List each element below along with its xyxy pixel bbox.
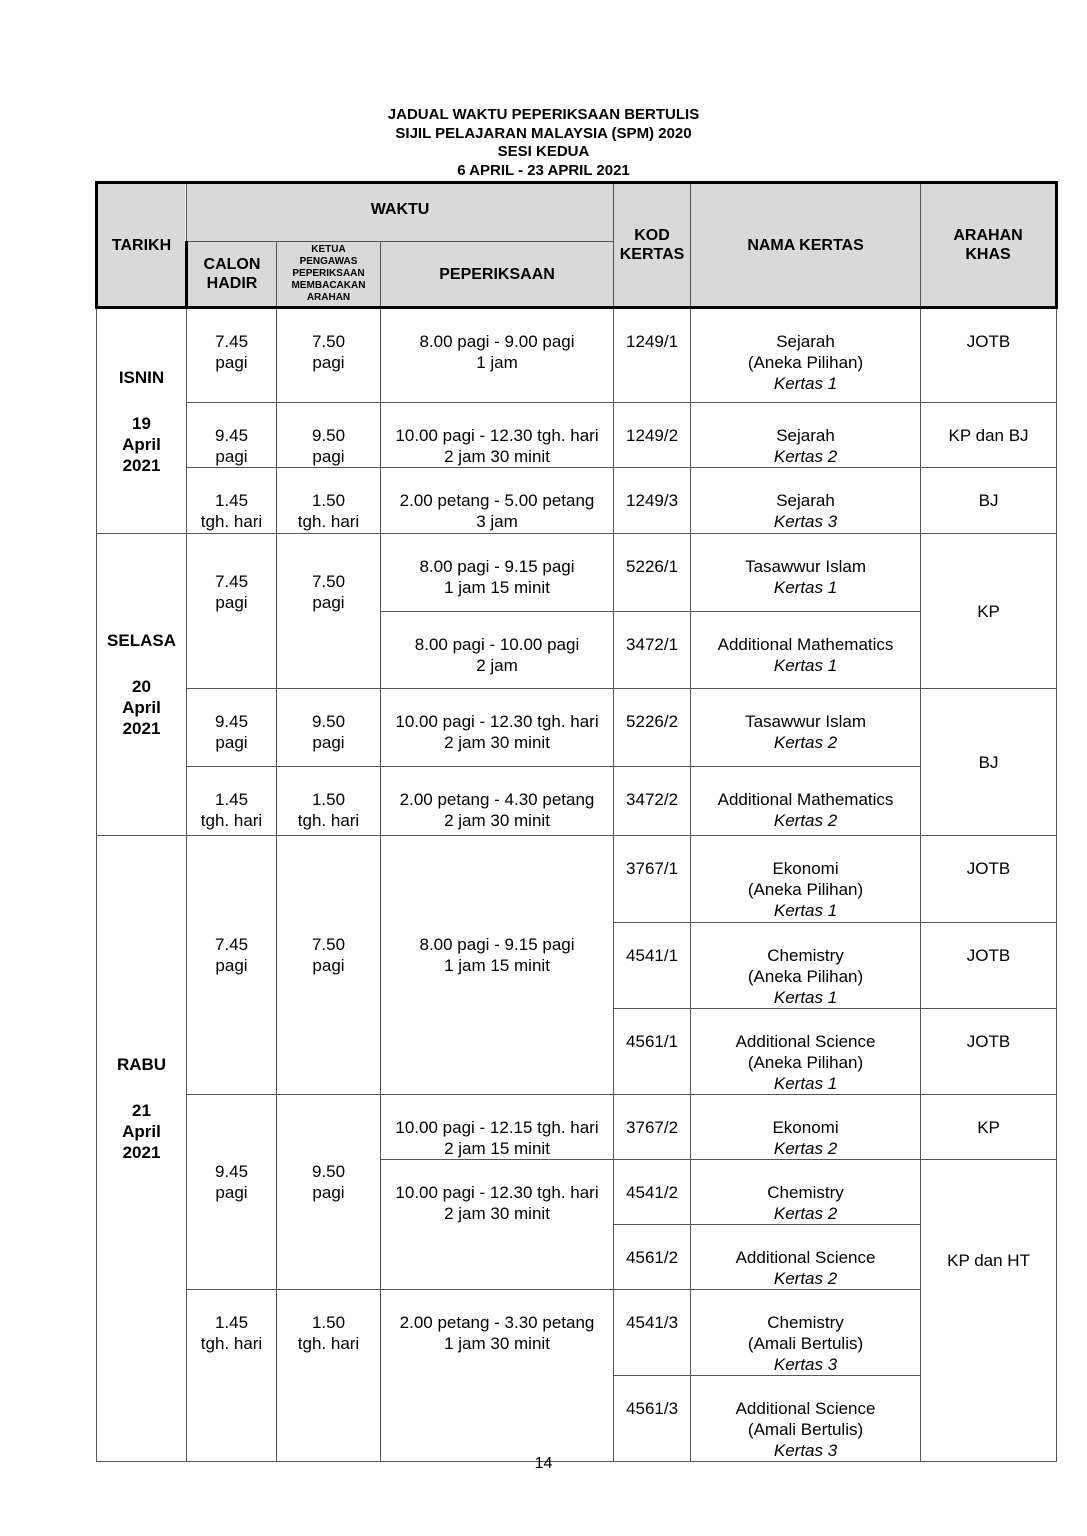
kod-cell: 5226/1	[614, 534, 691, 612]
kod-cell: 1249/3	[614, 468, 691, 534]
peperiksaan-cell: 2.00 petang - 3.30 petang 1 jam 30 minit	[381, 1290, 614, 1462]
peperiksaan-cell: 10.00 pagi - 12.15 tgh. hari 2 jam 15 minit	[381, 1095, 614, 1160]
nama-cell: Tasawwur Islam Kertas 1	[691, 534, 921, 612]
ketua-pengawas-cell: 1.50 tgh. hari	[277, 468, 381, 534]
peperiksaan-cell: 8.00 pagi - 9.00 pagi 1 jam	[381, 308, 614, 403]
header-waktu: WAKTU	[187, 183, 614, 242]
header-tarikh: TARIKH	[97, 183, 187, 308]
nama-cell: Ekonomi Kertas 2	[691, 1095, 921, 1160]
table-row	[97, 534, 1057, 612]
kod-cell: 5226/2	[614, 689, 691, 767]
arahan-cell: JOTB	[921, 836, 1057, 923]
table-row	[97, 308, 1057, 403]
kod-cell: 4541/1	[614, 923, 691, 1009]
nama-cell: Chemistry Kertas 2	[691, 1160, 921, 1225]
ketua-pengawas-cell: 9.50 pagi	[277, 403, 381, 468]
ketua-pengawas-cell: 7.50 pagi	[277, 534, 381, 689]
arahan-cell: JOTB	[921, 308, 1057, 403]
header-peperiksaan: PEPERIKSAAN	[381, 242, 614, 308]
arahan-cell: KP dan BJ	[921, 403, 1057, 468]
arahan-cell: BJ	[921, 468, 1057, 534]
peperiksaan-cell: 10.00 pagi - 12.30 tgh. hari 2 jam 30 minit	[381, 689, 614, 767]
nama-cell: Additional Science (Aneka Pilihan) Kertas 1	[691, 1009, 921, 1095]
calon-hadir-cell: 7.45 pagi	[187, 836, 277, 1095]
calon-hadir-cell: 1.45 tgh. hari	[187, 1290, 277, 1462]
kod-cell: 4561/1	[614, 1009, 691, 1095]
header-kod-kertas: KOD KERTAS	[614, 183, 691, 308]
arahan-cell: JOTB	[921, 923, 1057, 1009]
kod-cell: 3472/2	[614, 767, 691, 836]
peperiksaan-cell: 2.00 petang - 4.30 petang 2 jam 30 minit	[381, 767, 614, 836]
calon-hadir-cell: 9.45 pagi	[187, 403, 277, 468]
arahan-cell: KP	[921, 1095, 1057, 1160]
peperiksaan-cell: 10.00 pagi - 12.30 tgh. hari 2 jam 30 minit	[381, 403, 614, 468]
kod-cell: 3767/1	[614, 836, 691, 923]
table-row	[97, 468, 1057, 534]
nama-cell: Chemistry (Aneka Pilihan) Kertas 1	[691, 923, 921, 1009]
kod-cell: 4561/3	[614, 1376, 691, 1462]
arahan-cell: BJ	[921, 689, 1057, 836]
arahan-cell: KP	[921, 534, 1057, 689]
arahan-cell: JOTB	[921, 1009, 1057, 1095]
day-cell: ISNIN 19 April 2021	[97, 308, 187, 534]
ketua-pengawas-cell: 7.50 pagi	[277, 308, 381, 403]
calon-hadir-cell: 7.45 pagi	[187, 534, 277, 689]
peperiksaan-cell: 10.00 pagi - 12.30 tgh. hari 2 jam 30 minit	[381, 1160, 614, 1290]
kod-cell: 4561/2	[614, 1225, 691, 1290]
nama-cell: Chemistry (Amali Bertulis) Kertas 3	[691, 1290, 921, 1376]
table-row	[97, 767, 1057, 836]
kod-cell: 3472/1	[614, 612, 691, 689]
table-row	[97, 1290, 1057, 1376]
table-row	[97, 836, 1057, 923]
ketua-pengawas-cell: 9.50 pagi	[277, 689, 381, 767]
header-arahan-khas: ARAHAN KHAS	[921, 183, 1057, 308]
ketua-pengawas-cell: 1.50 tgh. hari	[277, 1290, 381, 1462]
kod-cell: 4541/3	[614, 1290, 691, 1376]
kod-cell: 4541/2	[614, 1160, 691, 1225]
kod-cell: 1249/1	[614, 308, 691, 403]
peperiksaan-cell: 8.00 pagi - 9.15 pagi 1 jam 15 minit	[381, 534, 614, 612]
table-row	[97, 689, 1057, 767]
nama-cell: Sejarah Kertas 2	[691, 403, 921, 468]
exam-timetable	[95, 181, 1058, 1462]
arahan-cell: KP dan HT	[921, 1160, 1057, 1462]
peperiksaan-cell: 8.00 pagi - 10.00 pagi 2 jam	[381, 612, 614, 689]
day-cell: SELASA 20 April 2021	[97, 534, 187, 836]
header-nama-kertas: NAMA KERTAS	[691, 183, 921, 308]
nama-cell: Tasawwur Islam Kertas 2	[691, 689, 921, 767]
calon-hadir-cell: 1.45 tgh. hari	[187, 468, 277, 534]
header-ketua-pengawas: KETUA PENGAWAS PEPERIKSAAN MEMBACAKAN ARAHAN	[277, 242, 381, 308]
nama-cell: Additional Science Kertas 2	[691, 1225, 921, 1290]
calon-hadir-cell: 9.45 pagi	[187, 689, 277, 767]
kod-cell: 1249/2	[614, 403, 691, 468]
page-number: 14	[534, 1455, 553, 1472]
kod-cell: 3767/2	[614, 1095, 691, 1160]
day-cell: RABU 21 April 2021	[97, 836, 187, 1462]
ketua-pengawas-cell: 7.50 pagi	[277, 836, 381, 1095]
ketua-pengawas-cell: 9.50 pagi	[277, 1095, 381, 1290]
header-calon-hadir: CALON HADIR	[187, 242, 277, 308]
nama-cell: Sejarah (Aneka Pilihan) Kertas 1	[691, 308, 921, 403]
table-row	[97, 1095, 1057, 1160]
calon-hadir-cell: 9.45 pagi	[187, 1095, 277, 1290]
nama-cell: Additional Mathematics Kertas 2	[691, 767, 921, 836]
peperiksaan-cell: 2.00 petang - 5.00 petang 3 jam	[381, 468, 614, 534]
table-row	[97, 403, 1057, 468]
document-title: JADUAL WAKTU PEPERIKSAAN BERTULIS SIJIL PELAJARAN MALAYSIA (SPM) 2020 SESI KEDUA 6 APRIL - 23 APRIL 2021	[387, 106, 700, 179]
nama-cell: Additional Mathematics Kertas 1	[691, 612, 921, 689]
nama-cell: Sejarah Kertas 3	[691, 468, 921, 534]
ketua-pengawas-cell: 1.50 tgh. hari	[277, 767, 381, 836]
calon-hadir-cell: 7.45 pagi	[187, 308, 277, 403]
nama-cell: Ekonomi (Aneka Pilihan) Kertas 1	[691, 836, 921, 923]
calon-hadir-cell: 1.45 tgh. hari	[187, 767, 277, 836]
peperiksaan-cell: 8.00 pagi - 9.15 pagi 1 jam 15 minit	[381, 836, 614, 1095]
nama-cell: Additional Science (Amali Bertulis) Kertas 3	[691, 1376, 921, 1462]
